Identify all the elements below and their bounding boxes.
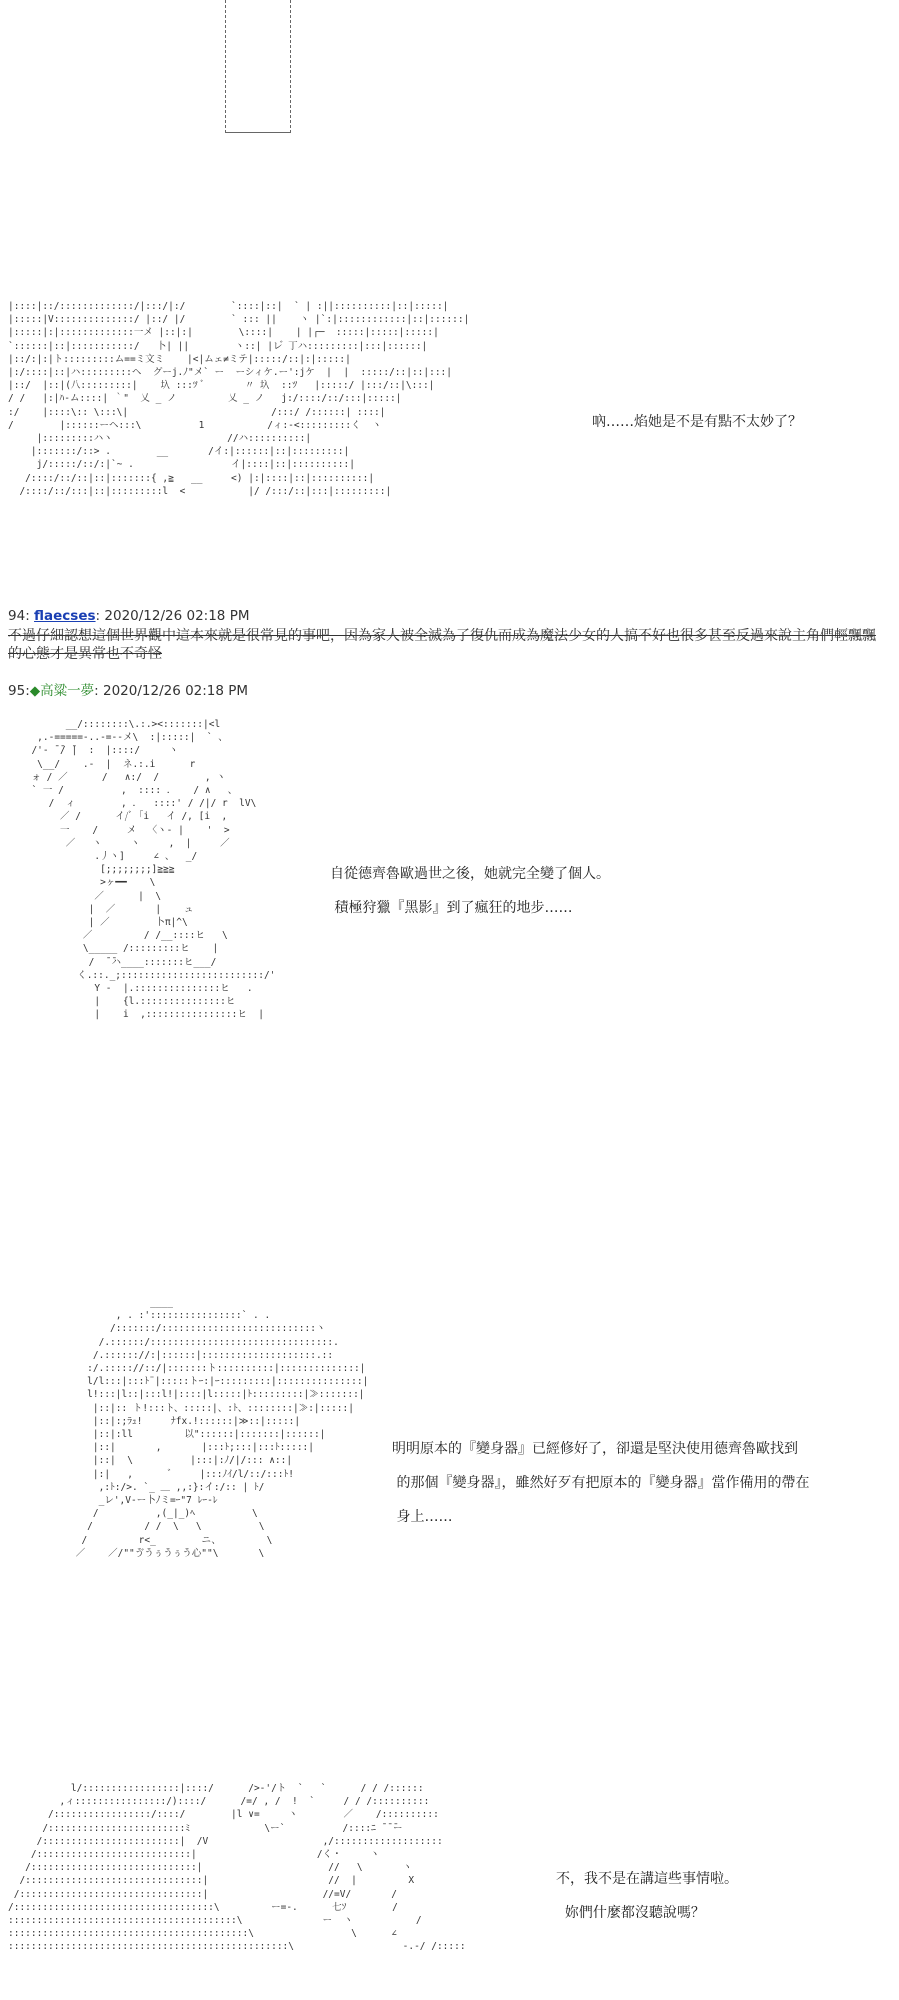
dialog-scene1: 吶……焰她是不是有點不太妙了？ <box>592 414 802 430</box>
dialog-scene3: 明明原本的『變身器』已經修好了，卻還是堅決使用德齊魯歐找到 的那個『變身器』，雖然好歹有把原本的『變身器』當作備用的帶在 身上…… <box>392 1441 810 1525</box>
post-header-94: 94: flaecses: 2020/12/26 02:18 PM <box>8 608 250 624</box>
dialog-scene4: 不，我不是在講這些事情啦。 妳們什麼都沒聽說嗎？ <box>556 1871 738 1921</box>
post-number: 95 <box>8 683 26 699</box>
post-timestamp: 2020/12/26 02:18 PM <box>102 683 249 699</box>
ascii-art-scene2: __/::::::::\.:.><:::::::|<l ,.-=====‐..-=--メ\ :|:::::| ` 、 /'‐ ̄ ̄/ ̄| : |::::/ ヽ \__/ .- | ネ.:.i r ォ / ／ / ∧:/ / , ヽ ` 一 / , :::: ． / ∧ 、 / ィ , ． ::::' / /|/ r lV\ ／ / イ/ﾞ ｢i イ /, [i , 一 / メ 〈ヽ- | ' > ／ ヽ ヽ , | ／ .丿ヽ] ∠ 、 _/ [;;;;;;;;]≧≧≧ >ヶ━━ \ ／ | \ | ／ | ュ | ／ 卜π|^\ ／ / /__::::ヒ \ \_____ /:::::::::ヒ | / ̄ ̄ハ____:::::::ヒ___/ く.::._;:::::::::::::::::::::::::/' Y ‐ |.:::::::::::::::ヒ . | {l.:::::::::::::::ヒ | i ,::::::::::::::::ヒ | <box>31 719 276 1021</box>
post-header-95: 95:◆高粱一夢: 2020/12/26 02:18 PM <box>8 683 249 699</box>
post-timestamp: 2020/12/26 02:18 PM <box>104 608 250 624</box>
dialog-scene2: 自從德齊魯歐過世之後，她就完全變了個人。 積極狩獵『黑影』到了瘋狂的地步…… <box>330 866 610 916</box>
ascii-art-scene4: l/:::::::::::::::::|::::/ />-'/ト ` ` / / /:::::: ,ィ::::::::::::::::/)::::/ /=/ , / ! ` / / /:::::::::: /:::::::::::::::::/::::/ |l ∨= ヽ ／ /:::::::::: /::::::::::::::::::::::::ﾐ \ー` /::::ﾆ ̄ ̄ ̄ー /::::::::::::::::::::::::| /V ,/::::::::::::::::::: /:::::::::::::::::::::::::::| /く・ ヽ /:::::::::::::::::::::::::::::| // \ ヽ /:::::::::::::::::::::::::::::::| // | X /::::::::::::::::::::::::::::::::| //=V/ / /:::::::::::::::::::::::::::::::::::\ ー=-. 七ｿ / ::::::::::::::::::::::::::::::::::::::::\ ー ヽ / ::::::::::::::::::::::::::::::::::::::::::\ \ ∠ :::::::::::::::::::::::::::::::::::::::::::::::::\ -.-/ /::::: <box>8 1783 466 1953</box>
poster-name: ◆高粱一夢 <box>29 683 95 699</box>
poster-name-link[interactable]: flaecses <box>34 608 96 624</box>
post-body-94: 不過仔細認想這個世界觀中這本來就是很常見的事吧，因為家人被全滅為了復仇而成為魔法少女的人搞不好也很多甚至反過來說主角們輕飄飄的心態才是異常也不奇怪 <box>8 628 876 662</box>
ascii-art-scene1: |::::|::/:::::::::::::/|:::/|:/ `::::|::| ` | :||::::::::::|::|:::::| |:::::|V::::::::::::::/ |::/ |/ ` ::: || ヽ |`:|::::::::::::|::|::::::| |:::::|:|:::::::::::::一メ |::|:| \::::| | |┌─ :::::|:::::|:::::| `::::::|::|:::::::::::/ 卜| || ヽ::| |レ゙ 丁ハ:::::::::|:::|::::::| |::/:|:|ト:::::::::ム==ミ文ミ |<|ムェ≠ミテ|:::::/::|:|:::::| |:/::::|::|ハ:::::::::ヘ グーj.ﾉ"メ` ー ーシィケ.ー':jケ | | :::::/::|::|:::| |::/ |::|(八:::::::::| 圦 :::ﾂ ﾞ 〃 圦 ::ﾂ |:::::/ |:::/::|\:::| / / |:|ﾊ‐ム::::| ｀" 乂 _ ノ 乂 _ ノ j:/::::/::/:::|:::::| :/ |::::\:: \:::\| /:::/ /::::::| ::::| / |::::::ーヘ:::\ 1 /ィ:‐<:::::::::く ヽ |:::::::::ハヽ //ハ::::::::::| |:::::::/::> . __ /イ:|::::::|::|:::::::::| j/:::::/::/:|`~ . イ|::::|::|::::::::::| /::::/::/::|::|:::::::{ ,≧ __ <) |:|::::|::|::::::::::| /::::/::/:::|::|:::::::::l < |/ /:::/::|:::|:::::::::| <box>8 301 470 497</box>
post-number: 94 <box>8 608 26 624</box>
ascii-art-scene3: ____ , . :'::::::::::::::::` . . /:::::::/:::::::::::::::::::::::::::ヽ /.::::::/::::::::::::::::::::::::::::::::. /.:::::://:|::::::|::::::::::::::::::::.:: :/.::::://::/|:::::::ト::::::::::|::::::::::::::| l/l:::|:::ﾄ¨|:::::トｰ:|ｰ:::::::::|:::::::::::::::| l!:::|l::|:::l!|::::|l:::::|ﾄ:::::::::|≫:::::::| |::|:: ト!:::ト、:::::|、:ﾄ、::::::::|≫:|:::::| |::|:;ﾗｭ! ﾅfx.!::::::|≫::|:::::| |::|:ll 以"::::::|:::::::|::::::| |::| , |:::ﾄ;:::|:::ﾄ:::::| |::| \ |:::|:ﾉ/|/::: ∧::| |:| , ゛ |:::ﾉｲ/l/::/:::ﾄ! ,:ﾄ:/>. `_ ＿ ,,:}:イ:/:: | ﾄ/ _レ',V-ー卜ﾉミ=ｰ"7 ﾚｰ-ﾚ / ,(_|_)ﾍ \ / / / \ \ \ / r<_ ニ、 \ ／ ／/""ゔうぅうぅう心""\ \ <box>75 1297 369 1559</box>
panel-frame-top <box>225 0 291 133</box>
